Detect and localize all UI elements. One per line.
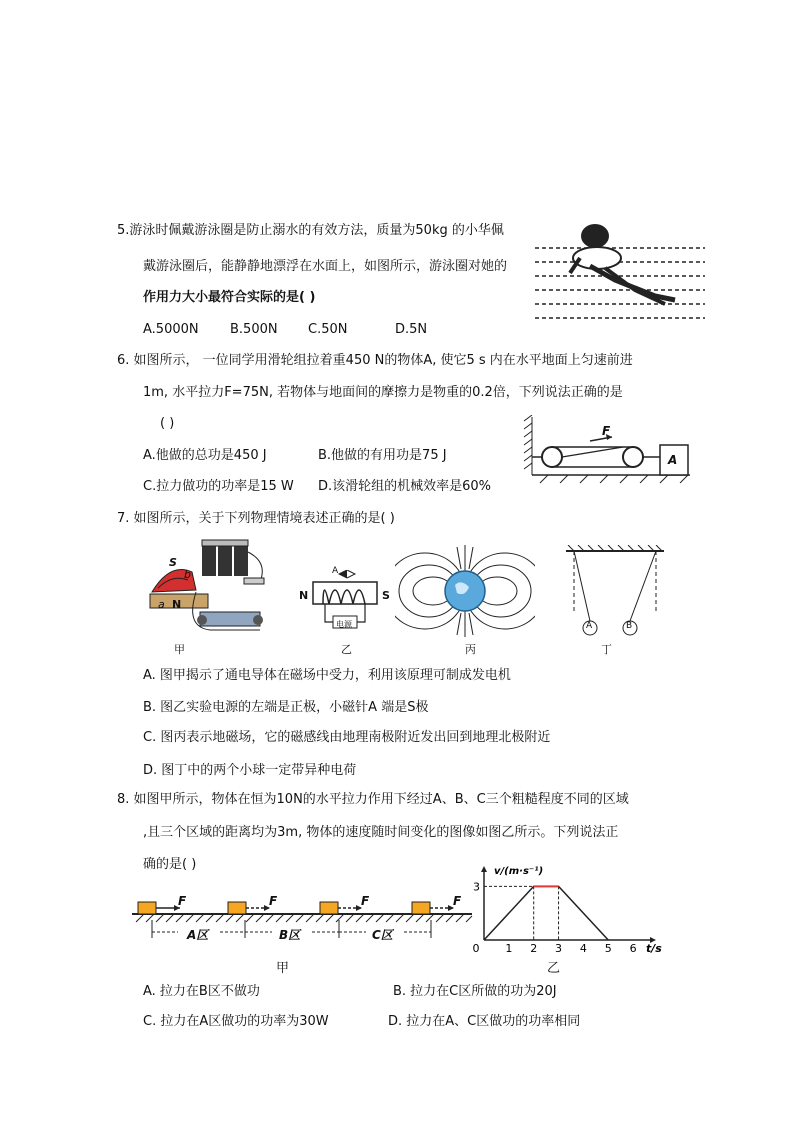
swimmer-figure [535,218,705,324]
q8-option-d: D. 拉力在A、C区做功的功率相同 [388,1014,581,1029]
jia-caption: 甲 [174,643,185,656]
vt-xtick-6: 6 [629,942,637,954]
q7-line1: 7. 如图所示，关于下列物理情境表述正确的是( ) [117,511,395,526]
q7-fig-jia [140,532,275,642]
q6-option-b: B.他做的有用功是75 J [318,448,447,463]
q7-option-b: B. 图乙实验电源的左端是正极，小磁针A 端是S极 [143,700,429,715]
q8-option-a: A. 拉力在B区不做功 [143,984,260,999]
q6-force-label: F [602,424,611,438]
q8-force-label-4: F [453,894,462,908]
q8-yi-caption: 乙 [547,961,561,976]
q5-option-c: C.50N [308,322,348,337]
q8-jia-caption: 甲 [276,961,290,976]
q7-option-a: A. 图甲揭示了通电导体在磁场中受力，利用该原理可制成发电机 [143,668,511,683]
q6-option-c: C.拉力做功的功率是15 W [143,479,294,494]
ding-ball-b: B [626,621,633,631]
q6-line1: 6. 如图所示， 一位同学用滑轮组拉着重450 N的物体A, 使它5 s 内在水平地面上匀速前进 [117,353,633,368]
vt-chart [468,862,663,954]
q5-option-d: D.5N [395,322,428,337]
q8-line2: ,且三个区域的距离均为3m, 物体的速度随时间变化的图像如图乙所示。下列说法正 [143,825,619,840]
vt-line [484,886,608,940]
vt-xtick-4: 4 [579,942,587,954]
q7-option-d: D. 图丁中的两个小球一定带异种电荷 [143,763,357,778]
q8-line3: 确的是( ) [143,857,197,872]
q7-fig-ding [560,545,670,641]
q5-line1: 5.游泳时佩戴游泳圈是防止溺水的有效方法，质量为50kg 的小华佩 [117,223,504,238]
q5-line2: 戴游泳圈后，能静静地漂浮在水面上，如图所示，游泳圈对她的 [143,259,508,274]
jia-N-label: N [172,598,182,611]
vt-xtick-2: 2 [530,942,538,954]
q5-option-b: B.500N [230,322,278,337]
vt-y-axis-arrow [481,866,487,872]
q6-option-d: D.该滑轮组的机械效率是60% [318,479,492,494]
yi-S-label: S [382,589,390,602]
vt-ytick-3: 3 [473,880,480,894]
vt-xtick-0: 0 [472,942,480,954]
zone-a-label: A区 [187,928,209,942]
vt-xtick-5: 5 [604,942,612,954]
jia-a-label: a [158,598,165,611]
q8-force-label-3: F [361,894,370,908]
q6-option-a: A.他做的总功是450 J [143,448,267,463]
q8-option-c: C. 拉力在A区做功的功率为30W [143,1014,329,1029]
q8-force-label-1: F [178,894,187,908]
q5-option-a: A.5000N [143,322,199,337]
vt-ylabel: v/(m·s⁻¹) [494,866,544,877]
vt-xlabel: t/s [646,942,662,954]
q6-line3: ( ) [160,416,175,431]
q8-force-label-2: F [269,894,278,908]
jia-b-label: b [184,568,191,581]
q8-option-b: B. 拉力在C区所做的功为20J [393,984,557,999]
zone-b-label: B区 [279,928,301,942]
yi-A-label: A [332,566,339,576]
yi-power-label: 电源 [336,620,352,629]
q6-block-label: A [668,453,678,467]
zone-c-label: C区 [372,928,393,942]
q7-option-c: C. 图丙表示地磁场，它的磁感线由地理南极附近发出回到地理北极附近 [143,730,551,745]
q6-line2: 1m, 水平拉力F=75N, 若物体与地面间的摩擦力是物重的0.2倍，下列说法正确的是 [143,385,623,400]
q5-line3: 作用力大小最符合实际的是( ) [143,290,316,305]
q8-line1: 8. 如图甲所示，物体在恒为10N的水平拉力作用下经过A、B、C三个粗糙程度不同的区域 [117,792,629,807]
bing-caption: 丙 [465,643,476,656]
ding-ball-a: A [586,621,593,631]
vt-xtick-3: 3 [555,942,563,954]
q7-fig-bing [395,545,535,637]
jia-S-label: S [169,556,177,569]
vt-xtick-1: 1 [505,942,513,954]
yi-caption: 乙 [341,643,352,656]
yi-N-label: N [299,589,309,602]
ding-caption: 丁 [601,643,612,656]
